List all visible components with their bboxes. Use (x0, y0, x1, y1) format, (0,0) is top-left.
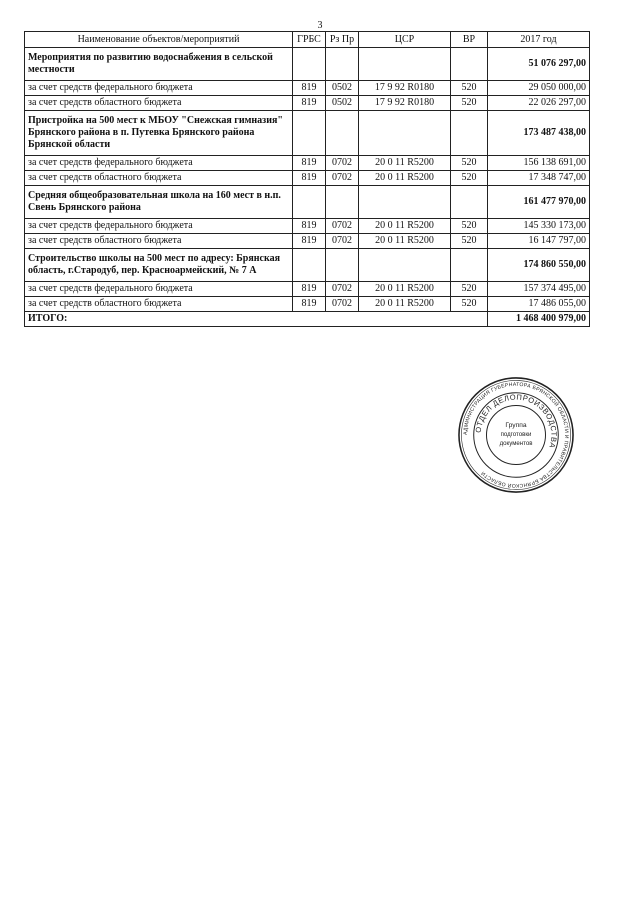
row-rzpr: 0702 (326, 219, 359, 234)
group-title: Средняя общеобразовательная школа на 160 мест в н.п. Свень Брянского района (25, 186, 293, 219)
table-row (25, 96, 590, 111)
row-csr: 20 0 11 R5200 (359, 282, 451, 297)
row-rzpr: 0702 (326, 297, 359, 312)
total-value: 1 468 400 979,00 (488, 312, 590, 327)
group-total: 173 487 438,00 (488, 111, 590, 156)
row-grbs: 819 (293, 282, 326, 297)
row-csr: 20 0 11 R5200 (359, 156, 451, 171)
row-csr: 20 0 11 R5200 (359, 219, 451, 234)
row-csr: 20 0 11 R5200 (359, 171, 451, 186)
row-name: за счет средств областного бюджета (25, 96, 293, 111)
table-body (25, 48, 590, 327)
stamp-center-line-2: подготовки (500, 430, 532, 438)
table-row (25, 156, 590, 171)
table-header-row (25, 32, 590, 48)
row-rzpr: 0702 (326, 156, 359, 171)
row-csr: 20 0 11 R5200 (359, 297, 451, 312)
page-number: 3 (317, 20, 323, 31)
row-amount: 157 374 495,00 (488, 282, 590, 297)
group-row (25, 249, 590, 282)
header-vr: ВР (451, 32, 488, 48)
row-rzpr: 0702 (326, 171, 359, 186)
row-grbs: 819 (293, 81, 326, 96)
table-row (25, 81, 590, 96)
group-row (25, 48, 590, 81)
group-title: Пристройка на 500 мест к МБОУ "Снежская гимназия" Брянского района в п. Путевка Брянского района Брянской области (25, 111, 293, 156)
office-stamp (457, 376, 575, 494)
row-amount: 16 147 797,00 (488, 234, 590, 249)
row-grbs: 819 (293, 156, 326, 171)
table-row (25, 219, 590, 234)
group-row (25, 111, 590, 156)
row-vr: 520 (451, 297, 488, 312)
row-name: за счет средств федерального бюджета (25, 219, 293, 234)
group-total: 161 477 970,00 (488, 186, 590, 219)
row-csr: 17 9 92 R0180 (359, 96, 451, 111)
row-amount: 17 486 055,00 (488, 297, 590, 312)
row-name: за счет средств областного бюджета (25, 171, 293, 186)
row-vr: 520 (451, 171, 488, 186)
table-row (25, 297, 590, 312)
budget-table (24, 31, 590, 327)
row-vr: 520 (451, 282, 488, 297)
row-grbs: 819 (293, 297, 326, 312)
row-grbs: 819 (293, 96, 326, 111)
stamp-center-line-1: Группа (505, 422, 527, 430)
stamp-ring-text: ОТДЕЛ ДЕЛОПРОИЗВОДСТВА (473, 392, 559, 450)
row-vr: 520 (451, 234, 488, 249)
row-amount: 22 026 297,00 (488, 96, 590, 111)
group-row (25, 186, 590, 219)
group-title: Строительство школы на 500 мест по адресу: Брянская область, г.Стародуб, пер. Красноармейский, № 7 А (25, 249, 293, 282)
row-vr: 520 (451, 81, 488, 96)
stamp-outer-text: АДМИНИСТРАЦИЯ ГУБЕРНАТОРА БРЯНСКОЙ ОБЛАСТИ И ПРАВИТЕЛЬСТВА БРЯНСКОЙ ОБЛАСТИ (462, 381, 570, 489)
group-title: Мероприятия по развитию водоснабжения в сельской местности (25, 48, 293, 81)
row-rzpr: 0502 (326, 81, 359, 96)
row-amount: 29 050 000,00 (488, 81, 590, 96)
header-year: 2017 год (488, 32, 590, 48)
total-label: ИТОГО: (25, 312, 488, 327)
group-total: 51 076 297,00 (488, 48, 590, 81)
row-amount: 17 348 747,00 (488, 171, 590, 186)
header-grbs: ГРБС (293, 32, 326, 48)
row-amount: 145 330 173,00 (488, 219, 590, 234)
stamp-center-line-3: документов (499, 439, 533, 447)
group-total: 174 860 550,00 (488, 249, 590, 282)
row-vr: 520 (451, 219, 488, 234)
table-row (25, 234, 590, 249)
row-name: за счет средств федерального бюджета (25, 156, 293, 171)
row-amount: 156 138 691,00 (488, 156, 590, 171)
row-grbs: 819 (293, 171, 326, 186)
table-row (25, 282, 590, 297)
header-rzpr: Рз Пр (326, 32, 359, 48)
row-csr: 20 0 11 R5200 (359, 234, 451, 249)
header-name: Наименование объектов/мероприятий (25, 32, 293, 48)
row-rzpr: 0702 (326, 282, 359, 297)
row-name: за счет средств федерального бюджета (25, 282, 293, 297)
header-csr: ЦСР (359, 32, 451, 48)
row-vr: 520 (451, 96, 488, 111)
row-name: за счет средств областного бюджета (25, 234, 293, 249)
row-name: за счет средств областного бюджета (25, 297, 293, 312)
row-grbs: 819 (293, 234, 326, 249)
row-vr: 520 (451, 156, 488, 171)
row-rzpr: 0502 (326, 96, 359, 111)
row-rzpr: 0702 (326, 234, 359, 249)
stamp-seal-icon (457, 376, 575, 494)
row-csr: 17 9 92 R0180 (359, 81, 451, 96)
row-grbs: 819 (293, 219, 326, 234)
table-row (25, 171, 590, 186)
row-name: за счет средств федерального бюджета (25, 81, 293, 96)
total-row (25, 312, 590, 327)
